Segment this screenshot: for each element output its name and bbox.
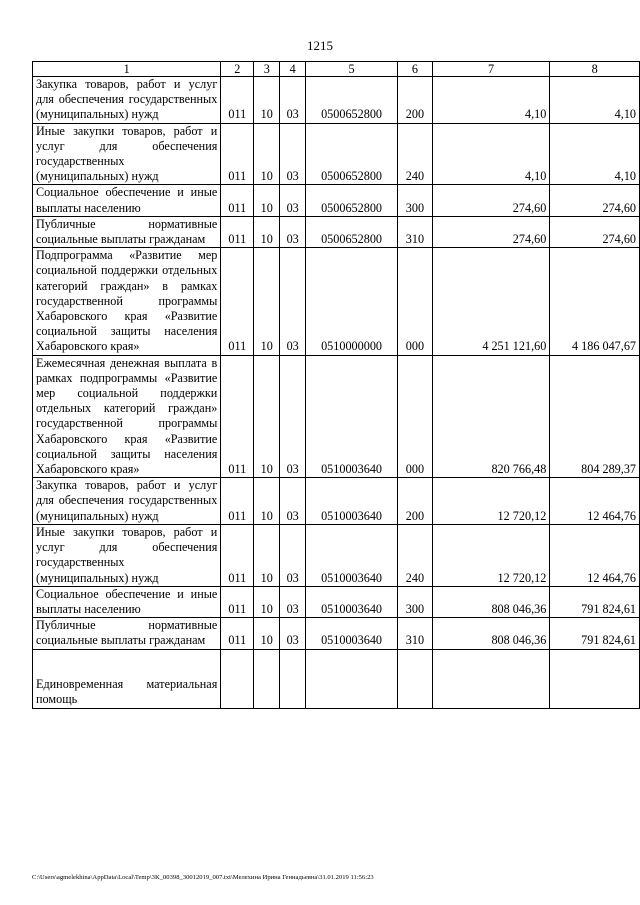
row-col-6: 300: [397, 185, 432, 216]
row-col-2: 011: [221, 355, 254, 478]
col-header-1: 1: [33, 62, 221, 77]
row-col-6: 200: [397, 478, 432, 525]
row-col-5: 0510003640: [306, 524, 398, 586]
col-header-2: 2: [221, 62, 254, 77]
row-col-6: 240: [397, 524, 432, 586]
row-col-5: 0510003640: [306, 586, 398, 617]
row-col-2: 011: [221, 123, 254, 185]
row-col-5: 0500652800: [306, 216, 398, 247]
row-col-6: 240: [397, 123, 432, 185]
row-col-4: 03: [280, 524, 306, 586]
row-name: Единовременная материальная помощь: [33, 649, 221, 708]
row-col-5: 0500652800: [306, 185, 398, 216]
row-col-3: 10: [254, 185, 280, 216]
row-name: Закупка товаров, работ и услуг для обеспечения государственных (муниципальных) нужд: [33, 478, 221, 525]
file-path-footer: C:\Users\agmelekhina\AppData\Local\Temp\3K_00398_30012019_007.txt\Мелехина Ирина Геннадьевна\31.01.2019 11:56:23: [32, 874, 374, 881]
row-col-6: 000: [397, 248, 432, 355]
row-col-7: 4,10: [432, 77, 549, 124]
col-header-5: 5: [306, 62, 398, 77]
col-header-7: 7: [432, 62, 549, 77]
row-col-8: [550, 649, 640, 708]
table-row: [33, 478, 640, 525]
row-name: Иные закупки товаров, работ и услуг для обеспечения государственных (муниципальных) нужд: [33, 123, 221, 185]
row-col-6: 310: [397, 618, 432, 649]
row-col-6: 300: [397, 586, 432, 617]
table-row: [33, 355, 640, 478]
row-col-7: 12 720,12: [432, 478, 549, 525]
row-col-7: 808 046,36: [432, 618, 549, 649]
row-col-8: 12 464,76: [550, 478, 640, 525]
row-col-2: 011: [221, 248, 254, 355]
row-col-2: 011: [221, 185, 254, 216]
table-row: [33, 524, 640, 586]
row-col-5: 0500652800: [306, 77, 398, 124]
row-col-2: 011: [221, 77, 254, 124]
row-col-2: 011: [221, 586, 254, 617]
row-col-3: 10: [254, 586, 280, 617]
row-col-4: 03: [280, 618, 306, 649]
col-header-6: 6: [397, 62, 432, 77]
row-name: Закупка товаров, работ и услуг для обеспечения государственных (муниципальных) нужд: [33, 77, 221, 124]
row-col-6: 000: [397, 355, 432, 478]
row-col-6: 310: [397, 216, 432, 247]
table-row: [33, 649, 640, 708]
row-name: Ежемесячная денежная выплата в рамках подпрограммы «Развитие мер социальной поддержки отдельных категорий граждан» государственной программы Хабаровского края «Развитие социальной защиты населения Хабаровского края»: [33, 355, 221, 478]
row-col-7: [432, 649, 549, 708]
row-col-3: 10: [254, 478, 280, 525]
row-name: Иные закупки товаров, работ и услуг для обеспечения государственных (муниципальных) нужд: [33, 524, 221, 586]
row-col-8: 804 289,37: [550, 355, 640, 478]
row-col-4: 03: [280, 77, 306, 124]
col-header-3: 3: [254, 62, 280, 77]
row-col-6: [397, 649, 432, 708]
row-col-7: 808 046,36: [432, 586, 549, 617]
row-col-8: 274,60: [550, 216, 640, 247]
row-col-5: 0510003640: [306, 478, 398, 525]
row-col-7: 274,60: [432, 185, 549, 216]
row-col-7: 820 766,48: [432, 355, 549, 478]
table-row: [33, 185, 640, 216]
col-header-4: 4: [280, 62, 306, 77]
row-col-5: [306, 649, 398, 708]
row-col-7: 12 720,12: [432, 524, 549, 586]
row-col-2: [221, 649, 254, 708]
row-col-7: 4,10: [432, 123, 549, 185]
row-col-5: 0510000000: [306, 248, 398, 355]
row-col-8: 791 824,61: [550, 586, 640, 617]
row-col-3: 10: [254, 355, 280, 478]
row-col-2: 011: [221, 216, 254, 247]
row-col-8: 791 824,61: [550, 618, 640, 649]
row-col-8: 4,10: [550, 123, 640, 185]
row-col-7: 4 251 121,60: [432, 248, 549, 355]
row-col-4: 03: [280, 586, 306, 617]
row-col-4: 03: [280, 248, 306, 355]
table-row: [33, 618, 640, 649]
row-col-5: 0510003640: [306, 355, 398, 478]
row-col-4: 03: [280, 185, 306, 216]
page-number: 1215: [307, 38, 333, 53]
row-name: Социальное обеспечение и иные выплаты населению: [33, 586, 221, 617]
budget-table: [32, 61, 640, 709]
row-col-8: 274,60: [550, 185, 640, 216]
row-col-3: 10: [254, 77, 280, 124]
table-row: [33, 123, 640, 185]
row-col-3: 10: [254, 123, 280, 185]
row-col-5: 0500652800: [306, 123, 398, 185]
row-name: Публичные нормативные социальные выплаты гражданам: [33, 216, 221, 247]
row-col-3: [254, 649, 280, 708]
row-col-2: 011: [221, 524, 254, 586]
row-name: Подпрограмма «Развитие мер социальной поддержки отдельных категорий граждан» в рамках государственной программы Хабаровского края «Развитие социальной защиты населения Хабаровского края»: [33, 248, 221, 355]
row-col-6: 200: [397, 77, 432, 124]
row-col-4: [280, 649, 306, 708]
row-col-8: 4,10: [550, 77, 640, 124]
row-col-8: 4 186 047,67: [550, 248, 640, 355]
row-col-4: 03: [280, 355, 306, 478]
row-name: Социальное обеспечение и иные выплаты населению: [33, 185, 221, 216]
table-row: [33, 77, 640, 124]
row-col-3: 10: [254, 618, 280, 649]
table-row: [33, 216, 640, 247]
row-col-4: 03: [280, 216, 306, 247]
col-header-8: 8: [550, 62, 640, 77]
table-row: [33, 586, 640, 617]
row-col-4: 03: [280, 123, 306, 185]
row-col-5: 0510003640: [306, 618, 398, 649]
row-col-4: 03: [280, 478, 306, 525]
row-col-3: 10: [254, 524, 280, 586]
row-name: Публичные нормативные социальные выплаты гражданам: [33, 618, 221, 649]
row-col-8: 12 464,76: [550, 524, 640, 586]
row-col-3: 10: [254, 248, 280, 355]
header-row: [33, 62, 640, 77]
row-col-3: 10: [254, 216, 280, 247]
row-col-2: 011: [221, 478, 254, 525]
table-row: [33, 248, 640, 355]
row-col-2: 011: [221, 618, 254, 649]
row-col-7: 274,60: [432, 216, 549, 247]
